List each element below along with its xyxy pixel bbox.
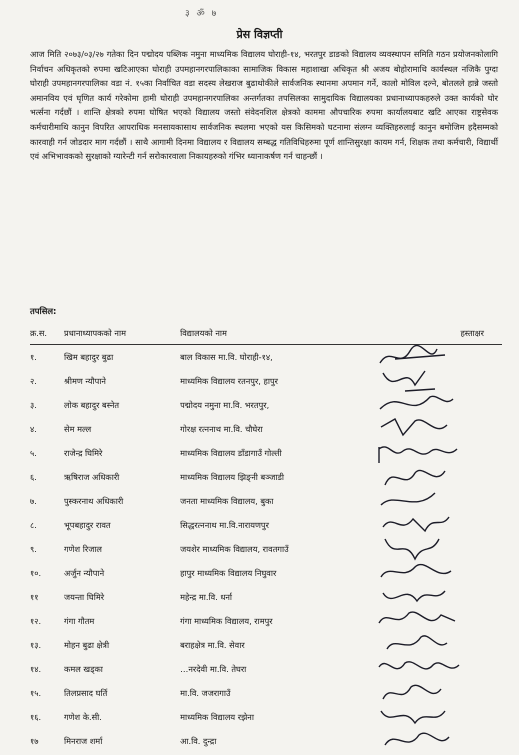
col-header-sn: क्र.स. xyxy=(30,322,64,345)
row-serial: १५. xyxy=(30,687,42,698)
list-label: तपसिल: xyxy=(30,306,57,316)
row-school-name: …नरदेवी मा.वि. तेघरा xyxy=(180,663,247,674)
row-principal-name: पुस्करनाथ अधिकारी xyxy=(64,495,124,506)
row-principal-name: राजेन्द्र घिमिरे xyxy=(64,447,103,458)
press-release-body: आज मिति २०७३/०३/२७ गतेका दिन पद्मोदय पब्लिक नमुना माध्यमिक विद्यालय घोराही-१४, भरतपुर डाङको विद्यालय व्यवस्थापन समिति गठन प्रयोजनकोलागि निर्वाचन अधिकृतको रुपमा खटिआएका घोराही उपमहानगरपालिकाका सामाजिक विकास महाशाखा अधिकृत श्री अजय बोहोरामाथि कार्यस्थल नजिकै पुग्दा घोराही उपमहानगरपालिका वडा नं. १५का निर्वाचित वडा सदस्य लेखराज बुढाथोकीले सार्वजनिक स्थानमा अपमान गर्ने, कालो मोविल दल्ने, बोतलले हान्ने जस्तो अमानविय एवं घृणित कार्य गरेकोमा हामी घोराही उपमहानगरपालिका अन्तर्गतका तपसिलका सामुदायिक विद्यालयका प्रधानाध्यापकहरुले उक्त कार्यको घोर भर्त्सना गर्दछौं । शान्ति क्षेत्रको रुपमा घोषित भएको विद्यालय जस्तो संवेदनशिल क्षेत्रको काममा औपचारिक रुपमा कार्यालयबाट खटि आएका राष्ट्रसेवक कर्मचारीमाथि कानुन विपरित आपराधिक मनसायकासाथ सार्वजनिक स्थलमा भएको यस किसिमको घटनामा संलग्न व्यक्तिहरुलाई कानुन बमोजिम हदैसम्मको कारवाही गर्न जोडदार माग गर्दछौं । साथै आगामी दिनमा विद्यालय र विद्यालय सम्बद्ध गतिविधिहरुमा पूर्ण शान्तिसुरक्षा कायम गर्न, शिक्षक तथा कर्मचारी, विद्यार्थी एवं अभिभावकको सुरक्षाको ग्यारेन्टी गर्न सरोकारवाला निकायहरुको गंभिर ध्यानाकर्षण गर्न चाहन्छौं । xyxy=(30,49,498,162)
row-principal-name: अर्जुन न्यौपाने xyxy=(64,567,105,578)
row-school-name: आ.वि. दुन्द्रा xyxy=(180,735,217,746)
row-signature xyxy=(367,729,502,753)
row-principal-name: श्रीमण न्यौपाने xyxy=(64,375,106,386)
row-school-name: माध्यमिक विद्यालय झिङ्नी बञ्जाडी xyxy=(180,471,284,482)
col-header-principal: प्रधानाध्यापकको नाम xyxy=(64,322,180,345)
row-school-name: गोरक्ष रत्ननाथ मा.वि. चौघेरा xyxy=(180,423,263,434)
row-serial: ४. xyxy=(30,423,37,434)
row-serial: १३. xyxy=(30,639,42,650)
row-school-name: हापुर माध्यमिक विद्यालय निघुवार xyxy=(180,567,277,578)
row-principal-name: जयन्ता घिमिरे xyxy=(64,591,105,602)
signature-stroke xyxy=(381,711,445,723)
row-serial: १२. xyxy=(30,615,42,626)
document-title: प्रेस विज्ञप्ती xyxy=(236,28,283,41)
table-row xyxy=(30,729,502,753)
signature-stroke xyxy=(380,345,445,363)
row-principal-name: सेम मल्ल xyxy=(64,423,92,434)
row-school-name: माध्यमिक विद्यालय डाँडागाउँ गोल्ती xyxy=(180,447,282,458)
row-serial: ११ xyxy=(30,591,39,602)
row-school-name: मा.वि. जजरागाउँ xyxy=(180,687,231,698)
signature-stroke xyxy=(385,470,445,485)
row-serial: ८. xyxy=(30,519,37,530)
handwritten-signature xyxy=(375,725,465,755)
row-principal-name: गणेश के.सी. xyxy=(64,711,102,722)
row-serial: ६. xyxy=(30,471,37,482)
row-serial: १. xyxy=(30,351,37,362)
signature-stroke xyxy=(381,419,447,435)
row-principal-name: कमल खड्का xyxy=(64,663,103,674)
col-header-signature: हस्ताक्षर xyxy=(367,322,502,345)
row-school-name: गंगा माध्यमिक विद्यालय, रामपुर xyxy=(180,615,273,626)
row-principal-name: ऋषिराज अधिकारी xyxy=(64,471,120,482)
signature-stroke xyxy=(385,733,449,745)
row-serial: २. xyxy=(30,375,37,386)
signature-stroke xyxy=(383,591,445,601)
row-principal-name: मोहन बुढा क्षेत्री xyxy=(64,639,110,650)
signature-stroke xyxy=(380,396,453,409)
signature-stroke xyxy=(379,662,459,669)
row-school-name: महेन्द्र मा.वि. धर्ना xyxy=(180,591,233,602)
row-school-name: जनता माध्यमिक विद्यालय, बुका xyxy=(180,495,274,506)
row-principal-name: गणेश रिजाल xyxy=(64,543,102,554)
row-serial: ७. xyxy=(30,495,37,506)
top-mark: ३ ॐ ७ xyxy=(185,9,219,19)
row-school-name: बाल विकास मा.वि. घोराही-१४, xyxy=(180,351,273,362)
row-school-name: माध्यमिक विद्यालय रतनपुर, हापुर xyxy=(180,375,278,386)
row-school-name: पद्मोदय नमुना मा.वि. भरतपुर, xyxy=(180,399,270,410)
row-principal-name: मिनराज शर्मा xyxy=(64,735,103,746)
signatories-table xyxy=(30,322,502,753)
row-school-name: माध्यमिक विद्यालय रझेना xyxy=(180,711,254,722)
row-school-name: बराहक्षेत्र मा.वि. सेवार xyxy=(180,639,245,650)
signature-stroke xyxy=(383,685,441,699)
row-principal-name: लोक बहादुर बस्नेत xyxy=(64,399,120,410)
row-serial: १४. xyxy=(30,663,42,674)
row-principal-name: गंगा गौतम xyxy=(64,615,95,626)
row-principal-name: तिलप्रसाद घर्ति xyxy=(64,687,108,698)
row-school-name: सिद्धरत्ननाथ मा.वि.नारायणपुर xyxy=(180,519,269,530)
signature-stroke xyxy=(387,636,447,649)
signature-stroke xyxy=(379,612,455,623)
col-header-school: विद्यालयको नाम xyxy=(180,322,367,345)
signature-stroke xyxy=(381,493,435,505)
signature-stroke xyxy=(383,517,449,531)
row-principal-name: भूपबहादुर रावत xyxy=(64,519,111,530)
row-school-name: जयशेर माध्यमिक विद्यालय, रावतगाउँ xyxy=(180,543,289,554)
row-serial: १७ xyxy=(30,735,39,746)
signature-stroke xyxy=(385,539,439,559)
signature-stroke xyxy=(383,371,435,391)
row-serial: १६. xyxy=(30,711,42,722)
row-principal-name: खिम बहादुर बुढा xyxy=(64,351,114,362)
row-serial: ३. xyxy=(30,399,37,410)
signature-stroke xyxy=(381,565,451,577)
row-serial: १०. xyxy=(30,567,42,578)
row-serial: ९. xyxy=(30,543,37,554)
row-serial: ५. xyxy=(30,447,37,458)
